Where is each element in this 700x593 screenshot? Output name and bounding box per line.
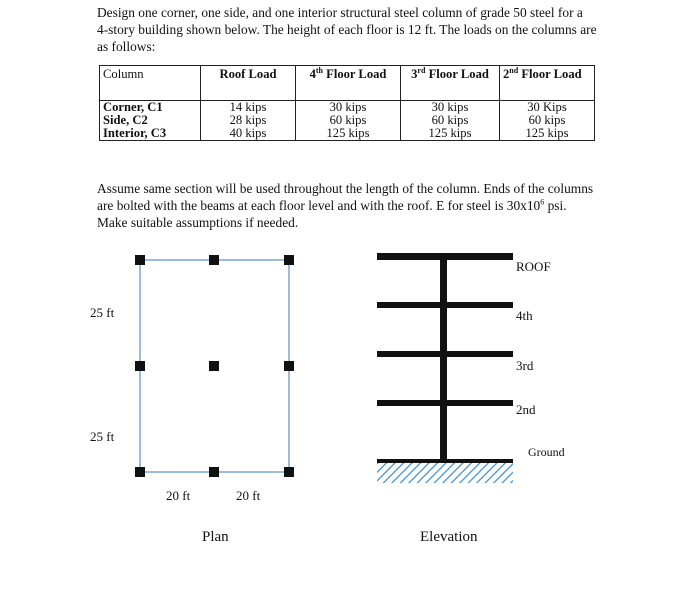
dim-left-top: 25 ft bbox=[90, 305, 115, 320]
dim-bottom-left: 20 ft bbox=[166, 488, 191, 503]
roof-load-cell: 14 kips bbox=[201, 101, 296, 115]
column-marker bbox=[284, 467, 294, 477]
column-marker bbox=[135, 361, 145, 371]
elevation-caption: Elevation bbox=[420, 529, 478, 545]
row-name: Corner, C1 bbox=[100, 101, 201, 115]
header-3rd-floor: 3rd Floor Load bbox=[401, 66, 500, 101]
row-name: Side, C2 bbox=[100, 114, 201, 127]
f3-load-cell: 30 kips bbox=[401, 101, 500, 115]
elevation-view bbox=[377, 253, 565, 545]
floor-4-beam bbox=[377, 302, 513, 308]
column-marker bbox=[209, 361, 219, 371]
column-marker bbox=[284, 255, 294, 265]
level-label-2nd: 2nd bbox=[516, 402, 536, 417]
plan-caption: Plan bbox=[202, 529, 229, 545]
f4-load-cell: 30 kips bbox=[296, 101, 401, 115]
f3-load-cell: 60 kips bbox=[401, 114, 500, 127]
f4-load-cell: 60 kips bbox=[296, 114, 401, 127]
header-roof-load: Roof Load bbox=[201, 66, 296, 101]
problem-statement: Design one corner, one side, and one interior structural steel column of grade 50 steel for a 4-story building shown below. The height of each floor is 12 ft. The loads on the columns are as follows: bbox=[97, 5, 597, 54]
level-label-ground: Ground bbox=[528, 445, 565, 459]
level-label-roof: ROOF bbox=[516, 259, 551, 274]
dim-left-bottom: 25 ft bbox=[90, 429, 115, 444]
assumptions-text: Assume same section will be used throughout the length of the column. Ends of the columns are bolted with the beams at each floor level and with the roof. E for steel is $30x10^6$ psi. Make suitable assumptions if needed. bbox=[97, 181, 594, 230]
header-2nd-floor: 2nd Floor Load bbox=[500, 66, 595, 101]
header-column: Column bbox=[100, 66, 201, 101]
ground-hatch bbox=[377, 463, 513, 483]
level-label-3rd: 3rd bbox=[516, 358, 534, 373]
roof-load-cell: 28 kips bbox=[201, 114, 296, 127]
header-4th-floor: 4th Floor Load bbox=[296, 66, 401, 101]
plan-view bbox=[90, 255, 294, 545]
f2-load-cell: 125 kips bbox=[500, 127, 595, 141]
f2-load-cell: 60 kips bbox=[500, 114, 595, 127]
f3-load-cell: 125 kips bbox=[401, 127, 500, 141]
roof-beam bbox=[377, 253, 513, 260]
level-label-4th: 4th bbox=[516, 308, 533, 323]
floor-2-beam bbox=[377, 400, 513, 406]
elevation-column bbox=[440, 256, 447, 463]
column-marker bbox=[209, 467, 219, 477]
ground-line bbox=[377, 459, 513, 463]
column-marker bbox=[135, 467, 145, 477]
column-marker bbox=[135, 255, 145, 265]
column-marker bbox=[209, 255, 219, 265]
f2-load-cell: 30 Kips bbox=[500, 101, 595, 115]
row-name: Interior, C3 bbox=[100, 127, 201, 141]
roof-load-cell: 40 kips bbox=[201, 127, 296, 141]
floor-3-beam bbox=[377, 351, 513, 357]
f4-load-cell: 125 kips bbox=[296, 127, 401, 141]
column-marker bbox=[284, 361, 294, 371]
dim-bottom-right: 20 ft bbox=[236, 488, 261, 503]
